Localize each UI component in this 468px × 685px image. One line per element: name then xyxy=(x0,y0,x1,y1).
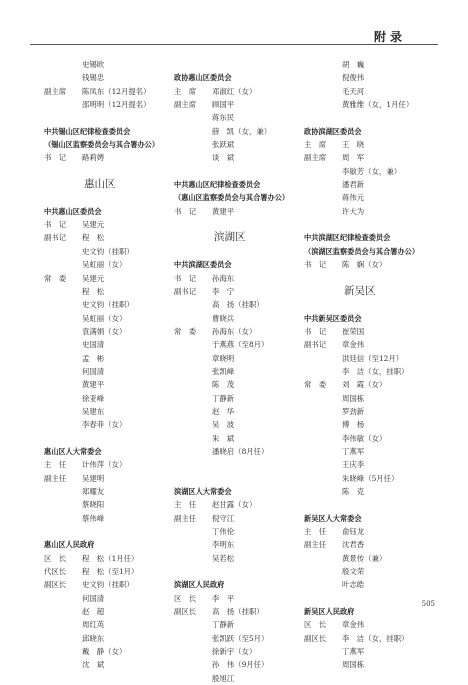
person-name: 李 宁 xyxy=(212,286,235,296)
roster-entry xyxy=(304,378,439,391)
roster-entry xyxy=(174,98,309,111)
person-name: 俞钰龙 xyxy=(342,527,365,537)
roster-entry xyxy=(174,672,309,685)
position-label: 副主任 xyxy=(44,473,67,483)
person-name: 李春菲（女） xyxy=(82,420,127,430)
position-label: 常 委 xyxy=(174,326,197,336)
person-name: 潘君新 xyxy=(342,180,365,190)
roster-entry xyxy=(44,151,179,164)
position-label: 主 任 xyxy=(304,527,327,537)
person-name: 毛天河 xyxy=(342,86,365,96)
person-name: 郑耀友 xyxy=(82,487,105,496)
roster-entry xyxy=(44,231,179,244)
roster-entry xyxy=(304,325,439,338)
roster-entry xyxy=(174,432,309,445)
roster-entry xyxy=(44,405,179,418)
roster-entry xyxy=(174,285,309,298)
section-heading: 中共滨湖区委员会 xyxy=(174,260,232,270)
person-name: 孟 彬 xyxy=(82,353,105,363)
roster-entry xyxy=(304,151,439,164)
person-name: 高 扬（挂职） xyxy=(212,607,264,617)
person-name: 罗劲新 xyxy=(342,406,365,416)
spacer xyxy=(304,218,439,231)
person-name: 顾国平 xyxy=(212,100,235,110)
roster-entry xyxy=(304,178,439,191)
person-name: 张凯峰 xyxy=(212,366,235,376)
person-name: 陈凤东（12月提名） xyxy=(82,86,151,96)
person-name: 戴 静（女） xyxy=(82,647,127,657)
person-name: 王 晓 xyxy=(342,140,365,150)
spacer xyxy=(44,525,179,538)
position-label: 副主任 xyxy=(304,540,327,550)
position-label: 副主任 xyxy=(174,513,197,523)
person-name: 赵 华 xyxy=(212,406,235,416)
person-name: 吴虹丽（女） xyxy=(82,313,127,323)
spacer xyxy=(174,458,309,471)
person-name: 李 平 xyxy=(212,593,235,603)
district-heading: 滨湖区 xyxy=(214,231,246,244)
person-name: 程 松 xyxy=(82,286,105,296)
position-label: 区 长 xyxy=(44,553,67,563)
position-label: 副主席 xyxy=(174,100,197,110)
position-label: 区 长 xyxy=(304,620,327,630)
section-heading: 中共惠山区纪律检查委员会 xyxy=(174,180,261,190)
roster-entry xyxy=(304,525,439,538)
person-name: 史文钧（挂职） xyxy=(82,580,134,590)
section-heading: 惠山区人民政府 xyxy=(44,540,95,550)
person-name: 吴建元 xyxy=(82,273,105,283)
roster-entry xyxy=(174,338,309,351)
roster-entry xyxy=(44,312,179,325)
person-name: 史文钧（挂职） xyxy=(82,300,134,310)
roster-entry xyxy=(174,365,309,378)
roster-entry xyxy=(174,85,309,98)
roster-entry xyxy=(44,645,179,658)
person-name: 黄雅维（女，1月任） xyxy=(342,100,414,110)
spacer xyxy=(304,592,439,605)
person-name: 高 扬（挂职） xyxy=(212,300,264,310)
person-name: 李明东 xyxy=(212,540,235,550)
position-label: 副区长 xyxy=(44,580,67,590)
spacer xyxy=(44,191,179,204)
position-label: 副主席 xyxy=(44,86,67,96)
position-label: 副书记 xyxy=(304,340,327,350)
roster-entry xyxy=(44,498,179,511)
roster-entry xyxy=(304,578,439,591)
section-heading: 政协滨湖区委员会 xyxy=(304,126,362,136)
roster-entry xyxy=(304,432,439,445)
section-title: 附录 xyxy=(373,30,406,44)
position-label: 书 记 xyxy=(174,206,197,216)
person-name: 王庆李 xyxy=(342,460,365,470)
person-name: 沈 斌 xyxy=(82,660,105,670)
roster-entry xyxy=(44,218,179,231)
roster-entry xyxy=(304,565,439,578)
roster-entry xyxy=(174,272,309,285)
roster-entry xyxy=(174,498,309,511)
person-name: 史国清 xyxy=(82,340,105,350)
person-name: 何国清 xyxy=(82,593,105,603)
position-label: 主 任 xyxy=(44,460,67,470)
person-name: 陈 克 xyxy=(342,487,365,496)
roster-entry xyxy=(304,552,439,565)
roster-entry xyxy=(174,658,309,671)
person-name: 周国栋 xyxy=(342,660,365,670)
person-name: 殷文荣 xyxy=(342,567,365,577)
person-name: 孙海东（女） xyxy=(212,326,257,336)
roster-entry xyxy=(174,632,309,645)
page-header xyxy=(0,0,468,44)
roster-entry xyxy=(304,85,439,98)
person-name: 赵甘露（女） xyxy=(212,500,257,510)
section-heading: 中共锡山区纪律检查委员会 xyxy=(44,126,131,136)
roster-entry xyxy=(304,458,439,471)
roster-entry xyxy=(304,418,439,431)
person-name: 刘 霞（女） xyxy=(342,380,387,390)
person-name: 李 洁（女，挂职） xyxy=(342,633,409,643)
roster-entry xyxy=(44,258,179,271)
spacer xyxy=(304,111,439,124)
person-name: 殷旭江 xyxy=(212,673,235,683)
position-label: 书 记 xyxy=(174,273,197,283)
person-name: 徐亚峰 xyxy=(82,393,105,403)
page-number: 505 xyxy=(421,600,435,608)
spacer xyxy=(44,165,179,178)
person-name: 曹晓兵 xyxy=(212,313,235,323)
roster-entry xyxy=(44,658,179,671)
person-name: 史锡欧 xyxy=(82,60,105,69)
position-label: 主 席 xyxy=(174,86,197,96)
position-label: 副区长 xyxy=(304,633,327,643)
person-name: 张凯跃（至5月） xyxy=(212,633,269,643)
roster-entry xyxy=(304,618,439,631)
roster-entry xyxy=(44,285,179,298)
person-name: 孙海东 xyxy=(212,273,235,283)
section-heading: 惠山区人大常委会 xyxy=(44,446,102,456)
position-label: 书 记 xyxy=(304,326,327,336)
roster-entry xyxy=(174,512,309,525)
roster-entry xyxy=(44,352,179,365)
person-name: 李伟敏（女） xyxy=(342,433,387,443)
roster-entry xyxy=(304,472,439,485)
roster-entry xyxy=(44,365,179,378)
roster-entry xyxy=(304,485,439,498)
position-label: 副主席 xyxy=(304,153,327,163)
person-name: 蔡晓阳 xyxy=(82,500,105,510)
person-name: 丁静新 xyxy=(212,620,235,630)
roster-entry xyxy=(304,632,439,645)
spacer xyxy=(174,165,309,178)
person-name: 钱锡忠 xyxy=(82,73,105,83)
spacer xyxy=(174,245,309,258)
person-name: 蒋东民 xyxy=(212,113,235,123)
section-heading: 滨湖区人大常委会 xyxy=(174,487,232,496)
person-name: 陈 茂 xyxy=(212,380,235,390)
position-label: 常 委 xyxy=(44,273,67,283)
roster-entry xyxy=(44,71,179,84)
person-name: 蔡伟峰 xyxy=(82,513,105,523)
roster-entry xyxy=(304,338,439,351)
position-label: 主 席 xyxy=(304,140,327,150)
person-name: 潘晓启（8月任） xyxy=(212,446,269,456)
roster-entry xyxy=(174,298,309,311)
person-name: 周国栋 xyxy=(342,393,365,403)
person-name: 吴建东 xyxy=(82,406,105,416)
person-name: 于燕燕（至8月） xyxy=(212,340,269,350)
position-label: 区 长 xyxy=(174,593,197,603)
roster-entry xyxy=(304,392,439,405)
person-name: 蒋伟元 xyxy=(342,193,365,203)
person-name: 陈 娴（女） xyxy=(342,260,387,270)
roster-entry xyxy=(44,272,179,285)
spacer xyxy=(304,498,439,511)
person-name: 李 洁（女，挂职） xyxy=(342,366,409,376)
person-name: 薛 凯（女，兼） xyxy=(212,126,272,136)
roster-entry xyxy=(44,578,179,591)
roster-entry xyxy=(44,458,179,471)
section-heading: 新吴区人大常委会 xyxy=(304,513,362,523)
person-name: 吴建明 xyxy=(82,473,105,483)
roster-entry xyxy=(174,125,309,138)
section-heading: 滨湖区人民政府 xyxy=(174,580,225,590)
roster-entry xyxy=(304,58,439,71)
roster-entry xyxy=(304,445,439,458)
person-name: 吴建元 xyxy=(82,220,105,230)
roster-entry xyxy=(304,352,439,365)
roster-entry xyxy=(174,445,309,458)
roster-entry xyxy=(174,538,309,551)
roster-entry xyxy=(304,258,439,271)
person-name: 叶志皓 xyxy=(342,580,365,590)
roster-entry xyxy=(174,645,309,658)
roster-entry xyxy=(44,565,179,578)
position-label: 代区长 xyxy=(44,567,67,577)
section-heading: （滨湖区监察委员会与其合署办公） xyxy=(304,246,420,256)
spacer xyxy=(304,272,439,285)
spacer xyxy=(174,218,309,231)
person-name: 程 松（至1月） xyxy=(82,567,139,577)
roster-entry xyxy=(174,618,309,631)
roster-entry xyxy=(174,111,309,124)
person-name: 章金伟 xyxy=(342,620,365,630)
person-name: 程 松 xyxy=(82,233,105,243)
roster-entry xyxy=(304,205,439,218)
person-name: 程 松（1月任） xyxy=(82,553,139,563)
roster-entry xyxy=(44,605,179,618)
roster-entry xyxy=(174,138,309,151)
person-name: 邱晓东 xyxy=(82,633,105,643)
person-name: 倪守江 xyxy=(212,513,235,523)
person-name: 孙 伟（9月任） xyxy=(212,660,269,670)
person-name: 洪廷信（至12月） xyxy=(342,353,404,363)
roster-entry xyxy=(174,418,309,431)
person-name: 徐新宇（女） xyxy=(212,647,257,657)
roster-entry xyxy=(304,165,439,178)
section-heading: （锡山区监察委员会与其合署办公） xyxy=(44,140,160,150)
person-name: 倪俊伟 xyxy=(342,73,365,83)
position-label: 书 记 xyxy=(44,153,67,163)
person-name: 史文钧（挂职） xyxy=(82,246,134,256)
person-name: 丁伟伦 xyxy=(212,527,235,537)
section-heading: 政协惠山区委员会 xyxy=(174,73,232,83)
person-name: 丁燕军 xyxy=(342,647,365,657)
roster-entry xyxy=(44,632,179,645)
position-label: 书 记 xyxy=(44,220,67,230)
roster-entry xyxy=(174,592,309,605)
person-name: 崔荣国 xyxy=(342,326,365,336)
district-heading: 新吴区 xyxy=(344,284,376,297)
position-label: 副区长 xyxy=(174,607,197,617)
roster-entry xyxy=(44,552,179,565)
district-heading: 惠山区 xyxy=(84,178,116,191)
spacer xyxy=(174,472,309,485)
roster-entry xyxy=(304,98,439,111)
roster-entry xyxy=(304,658,439,671)
roster-entry xyxy=(44,58,179,71)
person-name: 章金伟 xyxy=(342,340,365,350)
person-name: 李敏芳（女，兼） xyxy=(342,166,402,176)
position-label: 书 记 xyxy=(304,260,327,270)
person-name: 黄景传（兼） xyxy=(342,553,387,563)
person-name: 沈君香 xyxy=(342,540,365,550)
person-name: 黄建平 xyxy=(212,206,235,216)
roster-entry xyxy=(44,245,179,258)
roster-entry xyxy=(44,512,179,525)
roster-entry xyxy=(44,378,179,391)
person-name: 张跃斌 xyxy=(212,140,235,150)
person-name: 邵明明（12月提名） xyxy=(82,100,151,110)
roster-entry xyxy=(44,618,179,631)
spacer xyxy=(304,298,439,311)
spacer xyxy=(44,111,179,124)
person-name: 路莉娉 xyxy=(82,153,105,163)
section-heading: （惠山区监察委员会与其合署办公） xyxy=(174,193,290,203)
person-name: 周红英 xyxy=(82,620,105,630)
roster-entry xyxy=(174,378,309,391)
person-name: 何国清 xyxy=(82,366,105,376)
person-name: 吴若松 xyxy=(212,553,235,563)
spacer xyxy=(174,58,309,71)
roster-entry xyxy=(174,151,309,164)
roster-entry xyxy=(174,312,309,325)
spacer xyxy=(174,565,309,578)
roster-entry xyxy=(44,472,179,485)
person-name: 吴 波 xyxy=(212,420,235,430)
person-name: 傅 杨 xyxy=(342,420,365,430)
section-heading: 中共惠山区委员会 xyxy=(44,206,102,216)
person-name: 章晓明 xyxy=(212,353,235,363)
person-name: 周 军 xyxy=(342,153,365,163)
roster-entry xyxy=(304,71,439,84)
roster-entry xyxy=(44,485,179,498)
roster-entry xyxy=(174,552,309,565)
roster-entry xyxy=(304,645,439,658)
person-name: 胡 巍 xyxy=(342,60,365,69)
roster-entry xyxy=(174,352,309,365)
roster-entry xyxy=(174,405,309,418)
person-name: 吴虹丽（女） xyxy=(82,260,127,270)
section-heading: 新吴区人民政府 xyxy=(304,607,355,617)
header-divider xyxy=(30,44,438,45)
spacer xyxy=(44,432,179,445)
person-name: 丁静新 xyxy=(212,393,235,403)
person-name: 谈 斌 xyxy=(212,153,235,163)
person-name: 计伟萍（女） xyxy=(82,460,127,470)
section-heading: 中共新吴区委员会 xyxy=(304,313,362,323)
position-label: 副书记 xyxy=(174,286,197,296)
person-name: 黄建平 xyxy=(82,380,105,390)
column-middle xyxy=(174,58,309,685)
position-label: 常 委 xyxy=(304,380,327,390)
person-name: 丁燕军 xyxy=(342,446,365,456)
person-name: 朱 斌 xyxy=(212,433,235,443)
column-right xyxy=(304,58,439,672)
roster-entry xyxy=(174,525,309,538)
roster-entry xyxy=(304,138,439,151)
person-name: 赵 超 xyxy=(82,607,105,617)
roster-entry xyxy=(304,191,439,204)
roster-entry xyxy=(304,405,439,418)
roster-entry xyxy=(174,325,309,338)
column-left xyxy=(44,58,179,672)
person-name: 邓淑红（女） xyxy=(212,86,257,96)
roster-entry xyxy=(44,325,179,338)
roster-entry xyxy=(174,605,309,618)
roster-entry xyxy=(304,365,439,378)
roster-entry xyxy=(174,205,309,218)
roster-entry xyxy=(44,418,179,431)
roster-entry xyxy=(174,392,309,405)
position-label: 副书记 xyxy=(44,233,67,243)
roster-entry xyxy=(304,538,439,551)
roster-entry xyxy=(44,338,179,351)
position-label: 主 任 xyxy=(174,500,197,510)
section-heading: 中共滨湖区纪律检查委员会 xyxy=(304,233,391,243)
roster-entry xyxy=(44,392,179,405)
person-name: 许大为 xyxy=(342,206,365,216)
roster-entry xyxy=(44,98,179,111)
roster-entry xyxy=(44,85,179,98)
roster-entry xyxy=(44,592,179,605)
person-name: 朱晓峰（5月任） xyxy=(342,473,399,483)
person-name: 袁满娟（女） xyxy=(82,326,127,336)
roster-entry xyxy=(44,298,179,311)
